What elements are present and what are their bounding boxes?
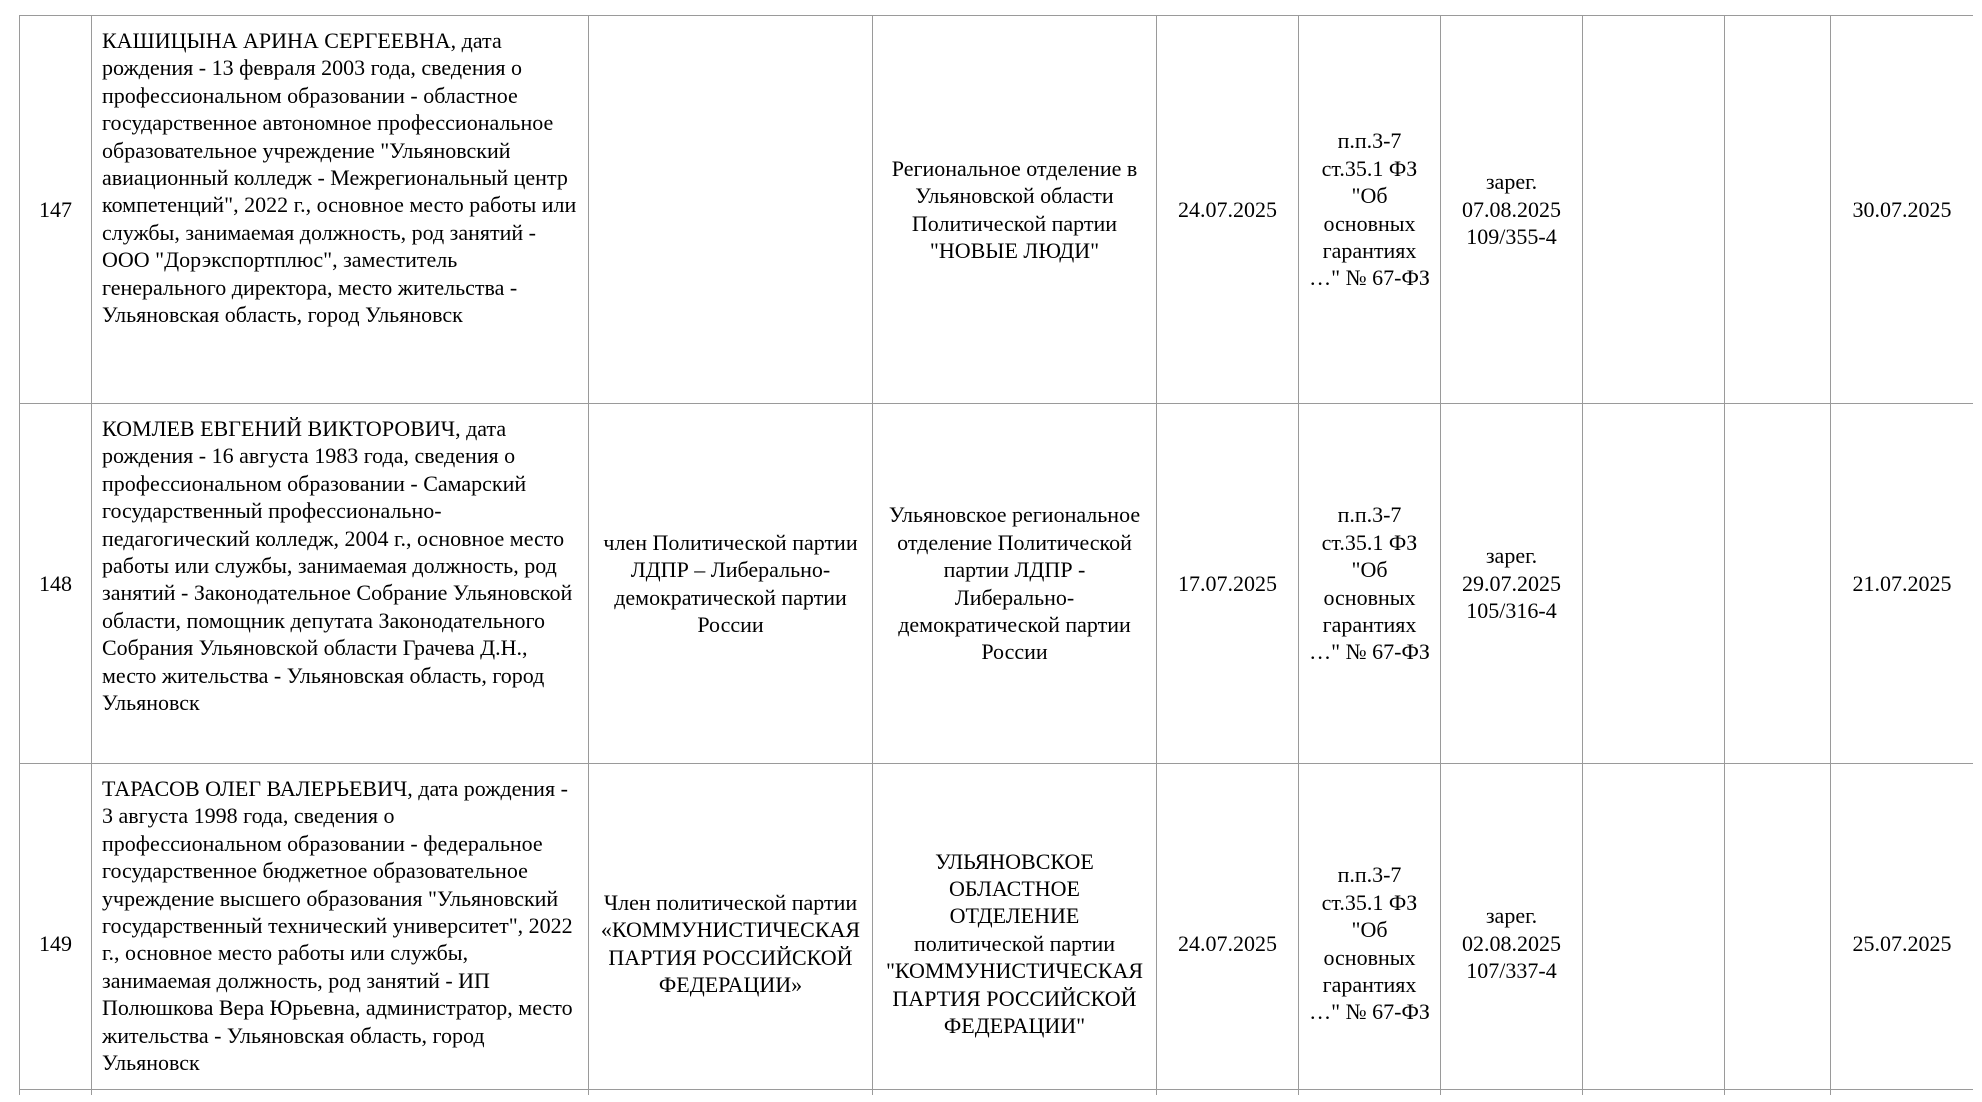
nomination-date: 17.07.2025 xyxy=(1157,404,1299,764)
empty-cell xyxy=(1725,404,1831,764)
empty-cell xyxy=(1583,404,1725,764)
party-membership xyxy=(589,16,873,404)
legal-basis: п.п.3-7 ст.35.1 ФЗ "Об основных гарантиях …" № 67-ФЗ xyxy=(1299,16,1441,404)
party-membership: Член политической партии «КОММУНИСТИЧЕСКАЯ ПАРТИЯ РОССИЙСКОЙ ФЕДЕРАЦИИ» xyxy=(589,764,873,1096)
legal-basis: п.п.3-7 ст.35.1 ФЗ "Об основных гарантиях …" № 67-ФЗ xyxy=(1299,764,1441,1096)
candidate-info: КАШИЦЫНА АРИНА СЕРГЕЕВНА, дата рождения - 13 февраля 2003 года, сведения о профессиональном образовании - областное государственное автономное профессиональное образовательное учреждение "Ульяновский авиационный колледж - Межрегиональный центр компетенций", 2022 г., основное место работы или службы, занимаемая должность, род занятий - ООО "Дорэкспортплюс", заместитель генерального директора, место жительства - Ульяновская область, город Ульяновск xyxy=(92,16,589,404)
empty-cell xyxy=(1725,764,1831,1096)
empty-cell xyxy=(1583,764,1725,1096)
candidates-table-wrapper xyxy=(19,15,1973,1095)
table-bottom-border xyxy=(19,1089,1973,1090)
table-row xyxy=(20,764,1974,1096)
submission-date: 30.07.2025 xyxy=(1831,16,1974,404)
nominated-by: Региональное отделение в Ульяновской области Политической партии "НОВЫЕ ЛЮДИ" xyxy=(873,16,1157,404)
table-row xyxy=(20,404,1974,764)
candidate-info: ТАРАСОВ ОЛЕГ ВАЛЕРЬЕВИЧ, дата рождения - 3 августа 1998 года, сведения о профессиональном образовании - федеральное государственное бюджетное образовательное учреждение высшего образования "Ульяновский государственный технический университет", 2022 г., основное место работы или службы, занимаемая должность, род занятий - ИП Полюшкова Вера Юрьевна, администратор, место жительства - Ульяновская область, город Ульяновск xyxy=(102,776,573,1076)
registration-status: зарег. 07.08.2025 109/355-4 xyxy=(1441,16,1583,404)
nominated-by: УЛЬЯНОВСКОЕ ОБЛАСТНОЕ ОТДЕЛЕНИЕ политической партии "КОММУНИСТИЧЕСКАЯ ПАРТИЯ РОССИЙСКОЙ ФЕДЕРАЦИИ" xyxy=(873,764,1157,1096)
row-number: 148 xyxy=(20,404,92,764)
nominated-by: Ульяновское региональное отделение Политической партии ЛДПР - Либерально-демократической партии России xyxy=(873,404,1157,764)
row-number: 149 xyxy=(20,764,92,1096)
nomination-date: 24.07.2025 xyxy=(1157,16,1299,404)
candidates-table xyxy=(19,15,1973,1095)
nomination-date: 24.07.2025 xyxy=(1157,764,1299,1096)
legal-basis: п.п.3-7 ст.35.1 ФЗ "Об основных гарантиях …" № 67-ФЗ xyxy=(1299,404,1441,764)
empty-cell xyxy=(1583,16,1725,404)
submission-date: 25.07.2025 xyxy=(1831,764,1974,1096)
registration-status: зарег. 02.08.2025 107/337-4 xyxy=(1441,764,1583,1096)
submission-date: 21.07.2025 xyxy=(1831,404,1974,764)
registration-status: зарег. 29.07.2025 105/316-4 xyxy=(1441,404,1583,764)
row-number: 147 xyxy=(20,16,92,404)
candidate-info-cell xyxy=(92,764,589,1096)
empty-cell xyxy=(1725,16,1831,404)
table-row xyxy=(20,16,1974,404)
candidate-info: КОМЛЕВ ЕВГЕНИЙ ВИКТОРОВИЧ, дата рождения - 16 августа 1983 года, сведения о профессиональном образовании - Самарский государственный профессионально-педагогический колледж, 2004 г., основное место работы или службы, занимаемая должность, род занятий - Законодательное Собрание Ульяновской области, помощник депутата Законодательного Собрания Ульяновской области Грачева Д.Н., место жительства - Ульяновская область, город Ульяновск xyxy=(92,404,589,764)
party-membership: член Политической партии ЛДПР – Либерально-демократической партии России xyxy=(589,404,873,764)
